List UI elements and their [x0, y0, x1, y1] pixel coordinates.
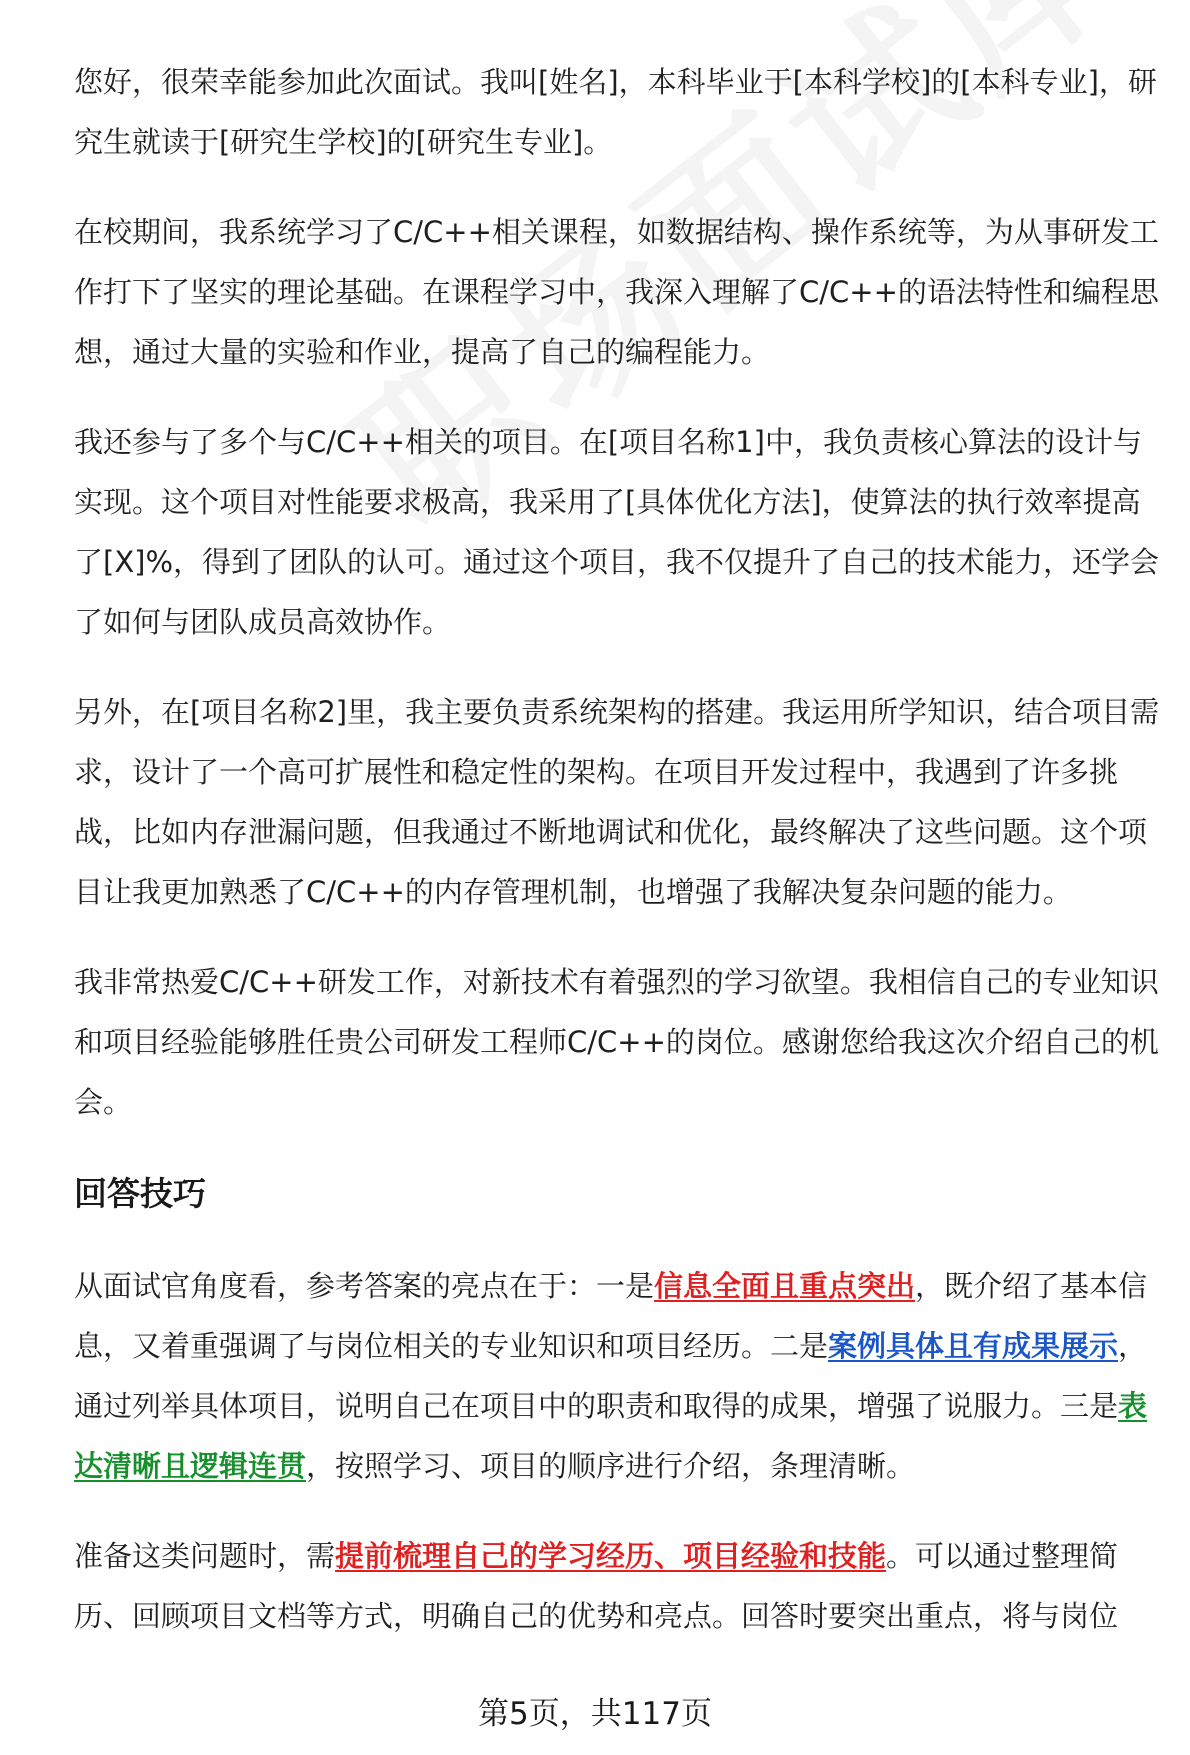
tips-text: 从面试官角度看，参考答案的亮点在于：一是 — [74, 1269, 655, 1303]
tips-text: ，既介绍了基本信息，又着重强调了与岗位相关的专业知识和项目经历。二是 — [74, 1269, 1148, 1363]
tips-text: ，按照学习、项目的顺序进行介绍，条理清晰。 — [306, 1449, 916, 1483]
answer-paragraph-1: 您好，很荣幸能参加此次面试。我叫[姓名]，本科毕业于[本科学校]的[本科专业]，研究生就读于[研究生学校]的[研究生专业]。 — [74, 65, 1157, 159]
answer-paragraph-2: 在校期间，我系统学习了C/C++相关课程，如数据结构、操作系统等，为从事研发工作打下了坚实的理论基础。在课程学习中，我深入理解了C/C++的语法特性和编程思想，通过大量的实验和作业，提高了自己的编程能力。 — [74, 215, 1159, 369]
highlight-red: 信息全面且重点突出 — [654, 1269, 916, 1303]
tips-text: 。可以通过整理简历、回顾项目文档等方式，明确自己的优势和亮点。回答时要突出重点，将与岗位 — [74, 1539, 1119, 1633]
answer-paragraph-5: 我非常热爱C/C++研发工作，对新技术有着强烈的学习欲望。我相信自己的专业知识和项目经验能够胜任贵公司研发工程师C/C++的岗位。感谢您给我这次介绍自己的机会。 — [74, 965, 1159, 1119]
highlight-red: 提前梳理自己的学习经历、项目经验和技能 — [335, 1539, 887, 1573]
document-body — [74, 52, 1164, 1676]
page-footer: 第5页，共117页 — [478, 1696, 712, 1732]
tips-text: ，通过列举具体项目，说明自己在项目中的职责和取得的成果，增强了说服力。三是 — [74, 1329, 1148, 1423]
highlight-blue: 案例具体且有成果展示 — [828, 1329, 1119, 1363]
tips-paragraph-1 — [74, 1256, 1164, 1496]
answer-paragraph-4: 另外，在[项目名称2]里，我主要负责系统架构的搭建。我运用所学知识，结合项目需求，设计了一个高可扩展性和稳定性的架构。在项目开发过程中，我遇到了许多挑战，比如内存泄漏问题，但我通过不断地调试和优化，最终解决了这些问题。这个项目让我更加熟悉了C/C++的内存管理机制，也增强了我解决复杂问题的能力。 — [74, 695, 1160, 909]
highlight-green: 表达清晰且逻辑连贯 — [74, 1389, 1148, 1483]
tips-paragraph-2 — [74, 1526, 1164, 1646]
section-heading-tips: 回答技巧 — [74, 1174, 206, 1213]
answer-paragraph-3: 我还参与了多个与C/C++相关的项目。在[项目名称1]中，我负责核心算法的设计与实现。这个项目对性能要求极高，我采用了[具体优化方法]，使算法的执行效率提高了[X]%，得到了团队的认可。通过这个项目，我不仅提升了自己的技术能力，还学会了如何与团队成员高效协作。 — [74, 425, 1160, 639]
tips-text: 准备这类问题时，需 — [74, 1539, 336, 1573]
